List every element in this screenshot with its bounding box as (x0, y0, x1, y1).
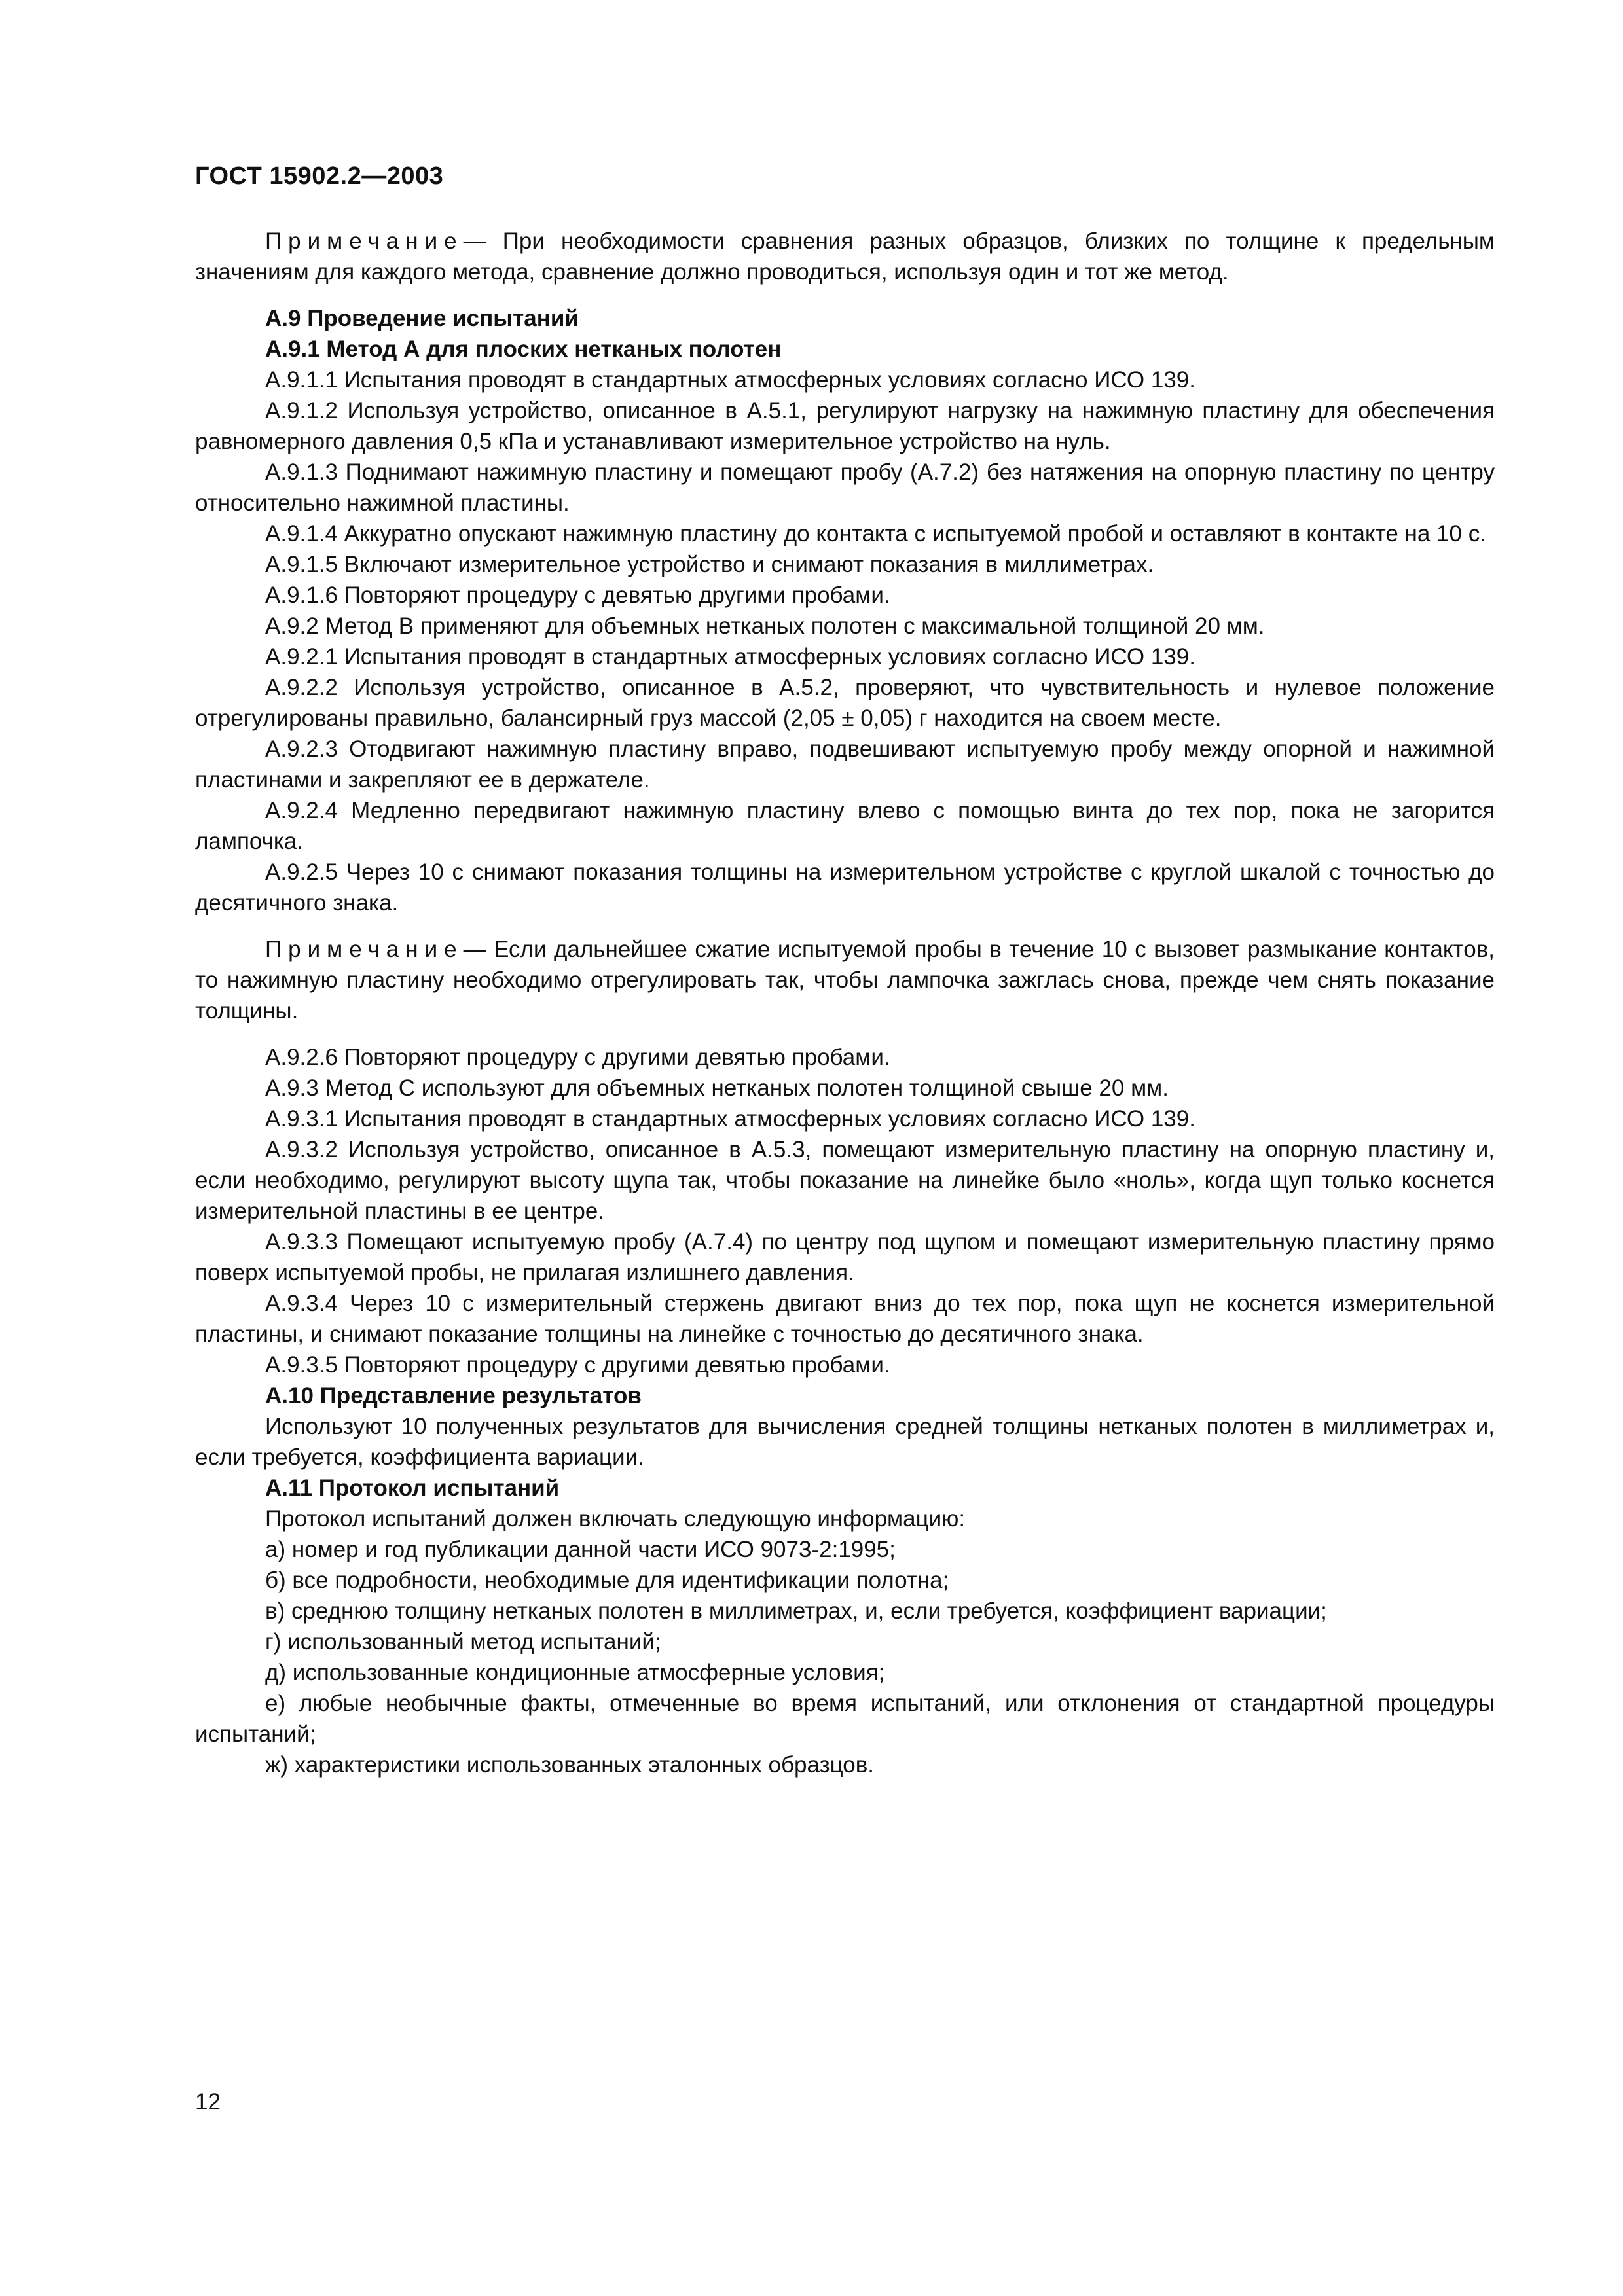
paragraph: б) все подробности, необходимые для идентификации полотна; (265, 1568, 949, 1593)
paragraph: А.9.2.5 Через 10 с снимают показания толщины на измерительном устройстве с круглой шкалой с точностью до десятичного знака. (195, 859, 1495, 916)
page-number: 12 (195, 2089, 221, 2115)
paragraph: А.9.3.2 Используя устройство, описанное в А.5.3, помещают измерительную пластину на опорную пластину и, если необходимо, регулируют высоту щупа так, чтобы показание на линейке было «ноль», когда щуп только коснется измерительной пластины в ее центре. (195, 1137, 1495, 1224)
section-heading: А.9 Проведение испытаний (265, 306, 579, 331)
paragraph: г) использованный метод испытаний; (265, 1629, 661, 1655)
paragraph: а) номер и год публикации данной части ИСО 9073-2:1995; (265, 1537, 896, 1562)
note-paragraph-1 (195, 226, 1495, 287)
paragraph: А.9.1.2 Используя устройство, описанное в А.5.1, регулируют нагрузку на нажимную пластину для обеспечения равномерного давления 0,5 кПа и устанавливают измерительное устройство на нуль. (195, 398, 1495, 454)
paragraph: А.9.2 Метод В применяют для объемных нетканых полотен с максимальной толщиной 20 мм. (265, 613, 1265, 639)
section-heading: А.11 Протокол испытаний (265, 1475, 560, 1501)
section-a9-a11-paragraphs (195, 1042, 1495, 1780)
note-label: Примечание (265, 937, 464, 962)
paragraph: А.9.2.3 Отодвигают нажимную пластину вправо, подвешивают испытуемую пробу между опорной и нажимной пластинами и закрепляют ее в держателе. (195, 736, 1495, 793)
paragraph: А.9.1.6 Повторяют процедуру с девятью другими пробами. (265, 583, 890, 608)
paragraph: в) среднюю толщину нетканых полотен в миллиметрах, и, если требуется, коэффициент вариации; (265, 1598, 1327, 1624)
paragraph: д) использованные кондиционные атмосферные условия; (265, 1660, 885, 1685)
note-text: — При необходимости сравнения разных образцов, близких по толщине к предельным значениям для каждого метода, сравнение должно проводиться, используя один и тот же метод. (195, 228, 1495, 285)
paragraph: А.9.2.1 Испытания проводят в стандартных атмосферных условиях согласно ИСО 139. (265, 644, 1195, 670)
paragraph: ж) характеристики использованных эталонных образцов. (265, 1752, 875, 1778)
section-heading: А.9.1 Метод А для плоских нетканых полотен (265, 336, 782, 362)
paragraph: Протокол испытаний должен включать следующую информацию: (265, 1506, 966, 1532)
section-heading: А.10 Представление результатов (265, 1383, 642, 1408)
paragraph: А.9.1.3 Поднимают нажимную пластину и помещают пробу (А.7.2) без натяжения на опорную пластину по центру относительно нажимной пластины. (195, 459, 1495, 516)
document-body (195, 226, 1495, 1780)
paragraph: А.9.3 Метод С используют для объемных нетканых полотен толщиной свыше 20 мм. (265, 1075, 1169, 1101)
note-text: — Если дальнейшее сжатие испытуемой пробы в течение 10 с вызовет размыкание контактов, то нажимную пластину необходимо отрегулировать так, чтобы лампочка зажглась снова, прежде чем снять показание толщины. (195, 937, 1495, 1024)
paragraph: е) любые необычные факты, отмеченные во время испытаний, или отклонения от стандартной процедуры испытаний; (195, 1691, 1495, 1747)
note-label: Примечание (265, 228, 464, 254)
paragraph: Используют 10 полученных результатов для вычисления средней толщины нетканых полотен в миллиметрах и, если требуется, коэффициента вариации. (195, 1414, 1495, 1470)
paragraph: А.9.3.4 Через 10 с измерительный стержень двигают вниз до тех пор, пока щуп не коснется измерительной пластины, и снимают показание толщины на линейке с точностью до десятичного знака. (195, 1291, 1495, 1347)
note-paragraph-2 (195, 934, 1495, 1026)
paragraph: А.9.1.1 Испытания проводят в стандартных атмосферных условиях согласно ИСО 139. (265, 367, 1195, 393)
paragraph: А.9.3.1 Испытания проводят в стандартных атмосферных условиях согласно ИСО 139. (265, 1106, 1195, 1132)
paragraph: А.9.1.4 Аккуратно опускают нажимную пластину до контакта с испытуемой пробой и оставляют в контакте на 10 с. (265, 521, 1486, 547)
paragraph: А.9.2.6 Повторяют процедуру с другими девятью пробами. (265, 1045, 890, 1070)
paragraph: А.9.1.5 Включают измерительное устройство и снимают показания в миллиметрах. (265, 552, 1154, 577)
paragraph: А.9.3.3 Помещают испытуемую пробу (А.7.4) по центру под щупом и помещают измерительную пластину прямо поверх испытуемой пробы, не прилагая излишнего давления. (195, 1229, 1495, 1285)
document-header: ГОСТ 15902.2—2003 (195, 162, 444, 190)
paragraph: А.9.2.4 Медленно передвигают нажимную пластину влево с помощью винта до тех пор, пока не загорится лампочка. (195, 798, 1495, 854)
paragraph: А.9.3.5 Повторяют процедуру с другими девятью пробами. (265, 1352, 890, 1378)
paragraph: А.9.2.2 Используя устройство, описанное в А.5.2, проверяют, что чувствительность и нулевое положение отрегулированы правильно, балансирный груз массой (2,05 ± 0,05) г находится на своем месте. (195, 675, 1495, 731)
section-a9-paragraphs (195, 303, 1495, 918)
